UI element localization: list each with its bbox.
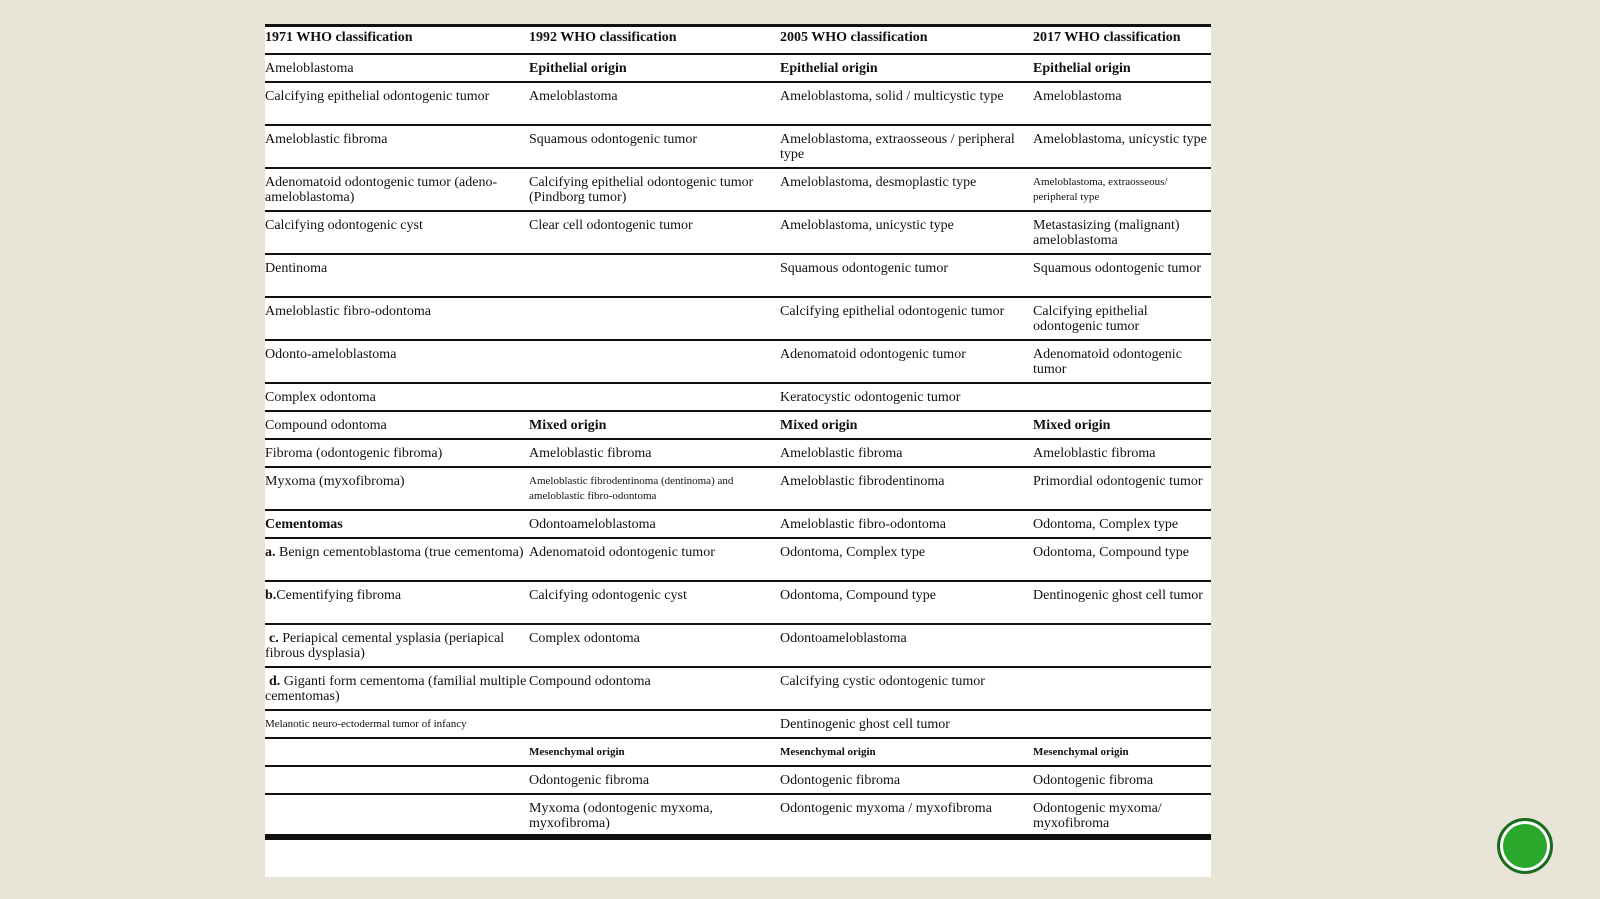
cell: Mesenchymal origin xyxy=(780,745,876,758)
list-prefix-a: a. xyxy=(265,544,276,560)
cell xyxy=(1033,383,1211,411)
cell: Dentinogenic ghost cell tumor xyxy=(1033,587,1203,603)
cell: Epithelial origin xyxy=(529,60,627,76)
cell xyxy=(1033,624,1211,667)
cell: Squamous odontogenic tumor xyxy=(780,260,948,276)
cell: Odontoma, Compound type xyxy=(1033,544,1189,560)
cell: Complex odontoma xyxy=(529,630,640,646)
table-row xyxy=(265,340,1211,383)
cell: Ameloblastic fibro-odontoma xyxy=(780,516,947,532)
cell: Ameloblastic fibrodentinoma xyxy=(780,473,945,489)
table-row xyxy=(265,710,1211,738)
table-row xyxy=(265,766,1211,794)
cell-text: Periapical cemental ysplasia (periapical fibrous dysplasia) xyxy=(265,630,505,661)
cell: Compound odontoma xyxy=(265,417,387,433)
cell: Primordial odontogenic tumor xyxy=(1033,473,1203,489)
cell: Adenomatoid odontogenic tumor xyxy=(780,346,966,362)
list-prefix-d: d. xyxy=(269,673,281,689)
cell: Myxoma (myxofibroma) xyxy=(265,473,405,489)
cell xyxy=(265,794,529,837)
cell: Keratocystic odontogenic tumor xyxy=(780,389,961,405)
table-row xyxy=(265,254,1211,297)
cell-text: Benign cementoblastoma (true cementoma) xyxy=(279,544,524,560)
cell xyxy=(265,624,529,667)
cell: Ameloblastic fibrodentinoma (dentinoma) and ameloblastic fibro-odontoma xyxy=(529,474,734,502)
cell xyxy=(529,254,780,297)
header-1971: 1971 WHO classification xyxy=(265,30,413,45)
cell-text: Cementifying fibroma xyxy=(276,587,402,603)
cell xyxy=(529,340,780,383)
cell: Ameloblastoma xyxy=(1033,88,1122,104)
cell xyxy=(1033,710,1211,738)
cell: Ameloblastoma, extraosseous / peripheral type xyxy=(780,131,1015,162)
table-row xyxy=(265,211,1211,254)
cell xyxy=(265,766,529,794)
cell: Calcifying odontogenic cyst xyxy=(265,217,423,233)
cell: Odontogenic fibroma xyxy=(780,772,901,788)
header-2005: 2005 WHO classification xyxy=(780,30,928,45)
cell: Calcifying odontogenic cyst xyxy=(529,587,687,603)
cell: Ameloblastoma, extraosseous/ peripheral type xyxy=(1033,175,1168,203)
cell xyxy=(529,383,780,411)
cell: Squamous odontogenic tumor xyxy=(529,131,697,147)
cell: Odontoma, Complex type xyxy=(1033,516,1179,532)
cell: Odontogenic fibroma xyxy=(529,772,650,788)
cell xyxy=(1033,667,1211,710)
cell: Ameloblastic fibro-odontoma xyxy=(265,303,432,319)
table-row xyxy=(265,738,1211,766)
cell: Calcifying epithelial odontogenic tumor xyxy=(780,303,1005,319)
cell: Odonto-ameloblastoma xyxy=(265,346,397,362)
cell: Ameloblastoma, unicystic type xyxy=(780,217,954,233)
cell xyxy=(265,538,529,581)
cell: Cementomas xyxy=(265,516,343,532)
cell: Dentinoma xyxy=(265,260,328,276)
cell: Odontoameloblastoma xyxy=(529,516,656,532)
cell: Ameloblastic fibroma xyxy=(265,131,388,147)
cell: Epithelial origin xyxy=(780,60,878,76)
cell: Ameloblastoma, unicystic type xyxy=(1033,131,1207,147)
table-row xyxy=(265,581,1211,624)
cell: Calcifying epithelial odontogenic tumor (Pindborg tumor) xyxy=(529,174,754,205)
cell: Odontoma, Complex type xyxy=(780,544,926,560)
list-prefix-c: c. xyxy=(269,630,279,646)
who-classification-table xyxy=(265,24,1211,840)
cell: Adenomatoid odontogenic tumor (adeno-ameloblastoma) xyxy=(265,174,498,205)
table-row xyxy=(265,383,1211,411)
cell xyxy=(265,667,529,710)
table-row xyxy=(265,439,1211,467)
table-row xyxy=(265,467,1211,510)
table-row xyxy=(265,168,1211,211)
cell: Calcifying epithelial odontogenic tumor xyxy=(265,88,490,104)
cell: Mesenchymal origin xyxy=(1033,745,1129,758)
cell: Odontogenic myxoma/ myxofibroma xyxy=(1033,800,1162,831)
cell: Odontoma, Compound type xyxy=(780,587,936,603)
cell: Dentinogenic ghost cell tumor xyxy=(780,716,950,732)
cell: Odontogenic myxoma / myxofibroma xyxy=(780,800,992,816)
cell: Squamous odontogenic tumor xyxy=(1033,260,1201,276)
next-slide-button[interactable] xyxy=(1497,818,1553,874)
table-row xyxy=(265,125,1211,168)
table-row xyxy=(265,411,1211,439)
cell: Myxoma (odontogenic myxoma, myxofibroma) xyxy=(529,800,713,831)
table-row xyxy=(265,624,1211,667)
cell: Melanotic neuro-ectodermal tumor of infancy xyxy=(265,717,467,730)
cell: Ameloblastic fibroma xyxy=(529,445,652,461)
cell: Ameloblastic fibroma xyxy=(1033,445,1156,461)
list-prefix-b: b. xyxy=(265,587,277,603)
cell: Ameloblastoma, solid / multicystic type xyxy=(780,88,1004,104)
cell: Ameloblastoma xyxy=(265,60,354,76)
table-header-row xyxy=(265,26,1211,54)
cell: Calcifying epithelial odontogenic tumor xyxy=(1033,303,1148,334)
cell xyxy=(529,710,780,738)
cell: Epithelial origin xyxy=(1033,60,1131,76)
table-row xyxy=(265,510,1211,538)
cell: Complex odontoma xyxy=(265,389,376,405)
header-2017: 2017 WHO classification xyxy=(1033,30,1181,45)
table-row xyxy=(265,82,1211,125)
cell: Odontoameloblastoma xyxy=(780,630,907,646)
cell: Ameloblastic fibroma xyxy=(780,445,903,461)
cell: Ameloblastoma, desmoplastic type xyxy=(780,174,977,190)
cell: Adenomatoid odontogenic tumor xyxy=(1033,346,1182,377)
cell: Metastasizing (malignant) ameloblastoma xyxy=(1033,217,1180,248)
cell: Adenomatoid odontogenic tumor xyxy=(529,544,715,560)
cell xyxy=(265,738,529,766)
slide-table-panel xyxy=(265,24,1211,877)
cell-text: Giganti form cementoma (familial multiple cementomas) xyxy=(265,673,527,704)
cell: Mixed origin xyxy=(1033,417,1111,433)
table-row xyxy=(265,54,1211,82)
cell: Clear cell odontogenic tumor xyxy=(529,217,693,233)
cell: Mixed origin xyxy=(529,417,607,433)
table-row xyxy=(265,794,1211,837)
table-row xyxy=(265,297,1211,340)
table-row xyxy=(265,538,1211,581)
cell xyxy=(529,297,780,340)
cell: Calcifying cystic odontogenic tumor xyxy=(780,673,985,689)
table-row xyxy=(265,667,1211,710)
cell: Odontogenic fibroma xyxy=(1033,772,1154,788)
header-1992: 1992 WHO classification xyxy=(529,30,677,45)
cell: Fibroma (odontogenic fibroma) xyxy=(265,445,443,461)
cell: Compound odontoma xyxy=(529,673,651,689)
cell: Mixed origin xyxy=(780,417,858,433)
cell: Mesenchymal origin xyxy=(529,745,625,758)
cell: Ameloblastoma xyxy=(529,88,618,104)
cell xyxy=(265,581,529,624)
